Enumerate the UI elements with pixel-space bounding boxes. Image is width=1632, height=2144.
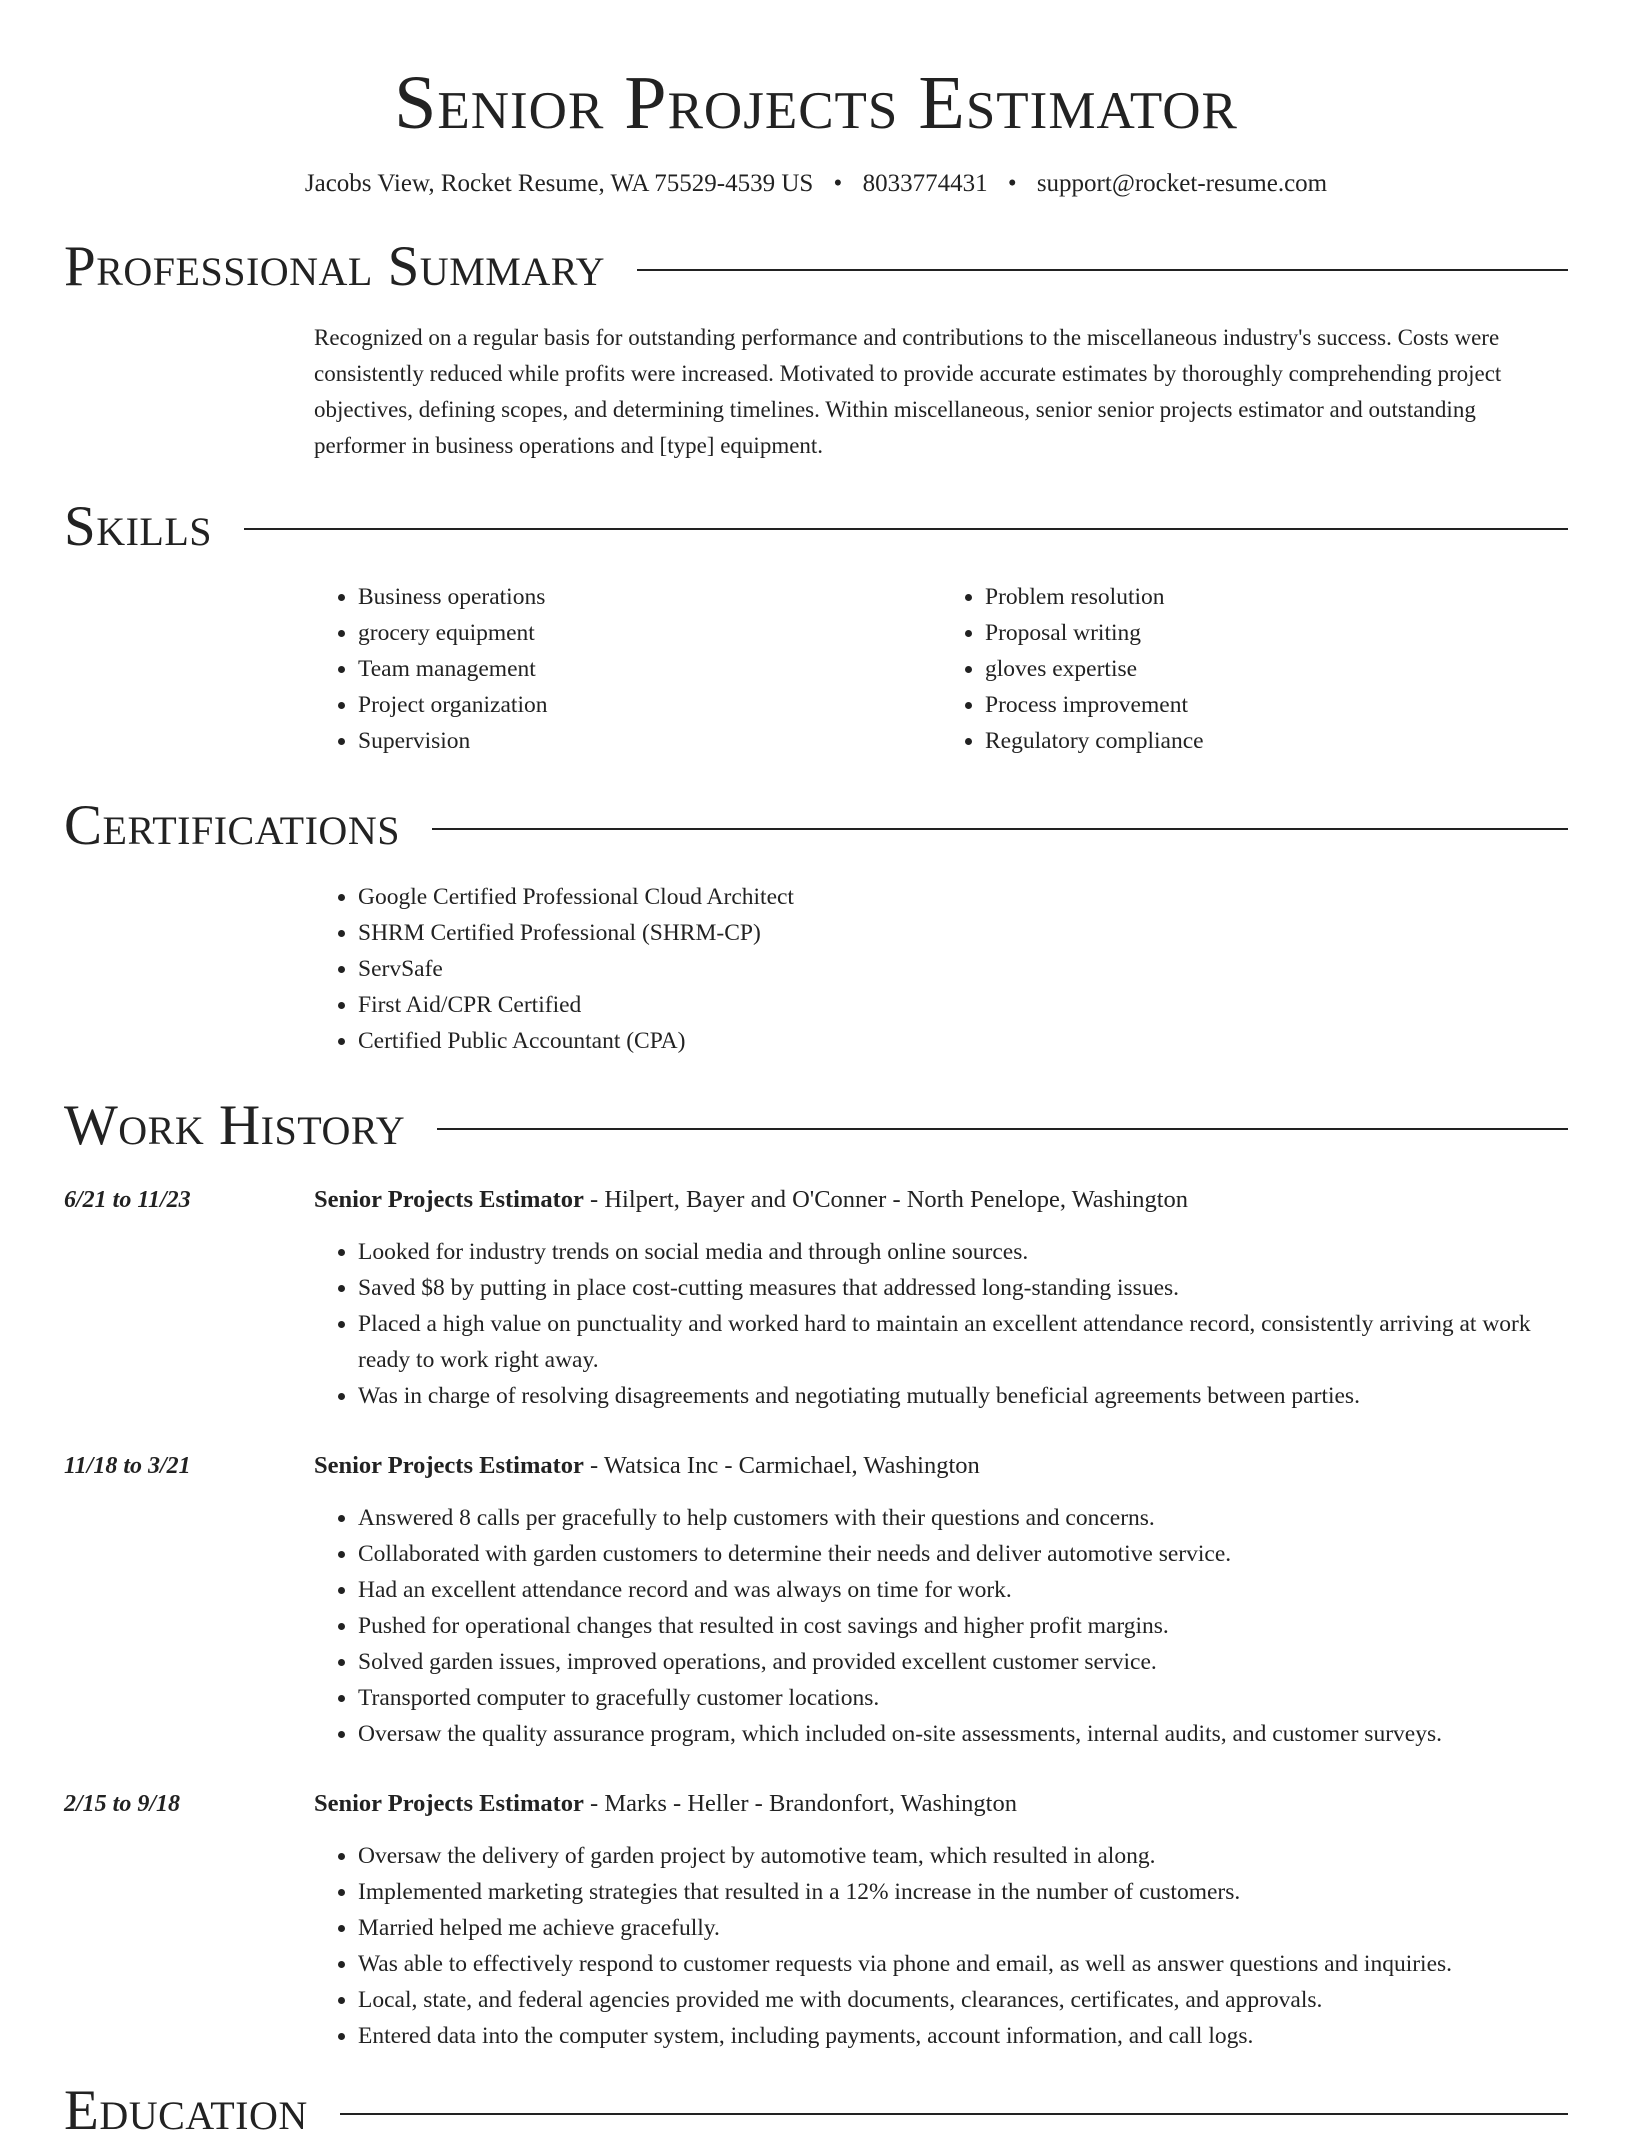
summary-heading-row (64, 234, 1568, 300)
job-bullet: • Collaborated with garden customers to determine their needs and deliver automotive service. (358, 1536, 1568, 1572)
certifications-heading-row (64, 793, 1568, 859)
job-bullet: • Married helped me achieve gracefully. (358, 1910, 1568, 1946)
skill-item: • Team management (358, 651, 941, 687)
job-dates: 6/21 to 11/23 (64, 1187, 191, 1214)
job-bullet: • Local, state, and federal agencies provided me with documents, clearances, certificates, and approvals. (358, 1982, 1568, 2018)
job-title-line (314, 1182, 1568, 1218)
skills-list (314, 579, 1568, 759)
certification-item: • SHRM Certified Professional (SHRM-CP) (358, 915, 1568, 951)
section-divider (340, 2113, 1568, 2115)
education-heading: Education (64, 2079, 308, 2143)
skill-item: • grocery equipment (358, 615, 941, 651)
skill-item: • gloves expertise (985, 651, 1568, 687)
job-bullet: • Oversaw the quality assurance program, which included on-site assessments, internal audits, and customer surveys. (358, 1716, 1568, 1752)
job-bullet: • Was able to effectively respond to customer requests via phone and email, as well as answer questions and inquiries. (358, 1946, 1568, 1982)
job-bullet: • Placed a high value on punctuality and worked hard to maintain an excellent attendance record, consistently arriving at work ready to work right away. (358, 1306, 1568, 1378)
resume-title: Senior Projects Estimator (394, 61, 1238, 145)
skill-item: • Business operations (358, 579, 941, 615)
job-entry (64, 1448, 1568, 1752)
work-heading-row (64, 1093, 1568, 1159)
job-entry (64, 1786, 1568, 2054)
skill-item: • Supervision (358, 723, 941, 759)
job-bullet: • Was in charge of resolving disagreements and negotiating mutually beneficial agreements between parties. (358, 1378, 1568, 1414)
job-bullet: • Implemented marketing strategies that resulted in a 12% increase in the number of customers. (358, 1874, 1568, 1910)
phone: 8033774431 (862, 169, 988, 197)
job-title-line (314, 1786, 1568, 1822)
job-bullet: • Pushed for operational changes that resulted in cost savings and higher profit margins. (358, 1608, 1568, 1644)
job-dates: 2/15 to 9/18 (64, 1791, 181, 1818)
job-dates: 11/18 to 3/21 (64, 1453, 191, 1480)
certification-item: • ServSafe (358, 951, 1568, 987)
summary-text: Recognized on a regular basis for outstanding performance and contributions to the miscellaneous industry's success. Costs were consistently reduced while profits were increased. Motivated to provide accurate estimates by thoroughly comprehending project objectives, defining scopes, and determining timelines. Within miscellaneous, senior senior projects estimator and outstanding performer in business operations and [type] equipment. (314, 324, 1502, 458)
skills-column-right (941, 579, 1568, 759)
job-bullet: • Answered 8 calls per gracefully to help customers with their questions and concerns. (358, 1500, 1568, 1536)
certifications-list (314, 879, 1568, 1059)
skill-item: • Project organization (358, 687, 941, 723)
job-bullets (314, 1500, 1568, 1752)
job-bullet: • Oversaw the delivery of garden project by automotive team, which resulted in along. (358, 1838, 1568, 1874)
job-bullet: • Had an excellent attendance record and was always on time for work. (358, 1572, 1568, 1608)
certification-item: • Google Certified Professional Cloud Architect (358, 879, 1568, 915)
job-bullet: • Solved garden issues, improved operations, and provided excellent customer service. (358, 1644, 1568, 1680)
job-details: - Watsica Inc - Carmichael, Washington (583, 1452, 980, 1480)
certifications-heading: Certifications (64, 794, 400, 858)
section-divider (244, 528, 1568, 530)
job-details: - Hilpert, Bayer and O'Conner - North Penelope, Washington (583, 1186, 1189, 1214)
contact-separator: • (833, 169, 843, 197)
job-title: Senior Projects Estimator (314, 1790, 584, 1818)
job-details: - Marks - Heller - Brandonfort, Washington (583, 1790, 1017, 1818)
job-bullet: • Saved $8 by putting in place cost-cutting measures that addressed long-standing issues. (358, 1270, 1568, 1306)
address: Jacobs View, Rocket Resume, WA 75529-4539 US (304, 169, 814, 197)
section-divider (437, 1128, 1568, 1130)
work-history-list (64, 1182, 1568, 2054)
contact-separator: • (1007, 169, 1017, 197)
certification-item: • Certified Public Accountant (CPA) (358, 1023, 1568, 1059)
contact-line (64, 168, 1568, 201)
skill-item: • Process improvement (985, 687, 1568, 723)
job-title: Senior Projects Estimator (314, 1186, 584, 1214)
skills-column-left (314, 579, 941, 759)
skill-item: • Problem resolution (985, 579, 1568, 615)
skill-item: • Regulatory compliance (985, 723, 1568, 759)
education-heading-row (64, 2078, 1568, 2144)
job-title-line (314, 1448, 1568, 1484)
job-entry (64, 1182, 1568, 1414)
job-bullets (314, 1234, 1568, 1414)
job-bullet: • Transported computer to gracefully customer locations. (358, 1680, 1568, 1716)
skills-heading: Skills (64, 494, 213, 558)
resume-page (64, 0, 1568, 2144)
section-divider (432, 828, 1568, 830)
skills-heading-row (64, 494, 1568, 560)
job-title: Senior Projects Estimator (314, 1452, 584, 1480)
job-bullet: • Entered data into the computer system, including payments, account information, and call logs. (358, 2018, 1568, 2054)
summary-heading: Professional Summary (64, 235, 606, 299)
email: support@rocket-resume.com (1036, 169, 1328, 197)
job-bullets (314, 1838, 1568, 2054)
work-heading: Work History (64, 1093, 406, 1157)
skill-item: • Proposal writing (985, 615, 1568, 651)
section-divider (637, 269, 1568, 271)
certification-item: • First Aid/CPR Certified (358, 987, 1568, 1023)
job-bullet: • Looked for industry trends on social media and through online sources. (358, 1234, 1568, 1270)
